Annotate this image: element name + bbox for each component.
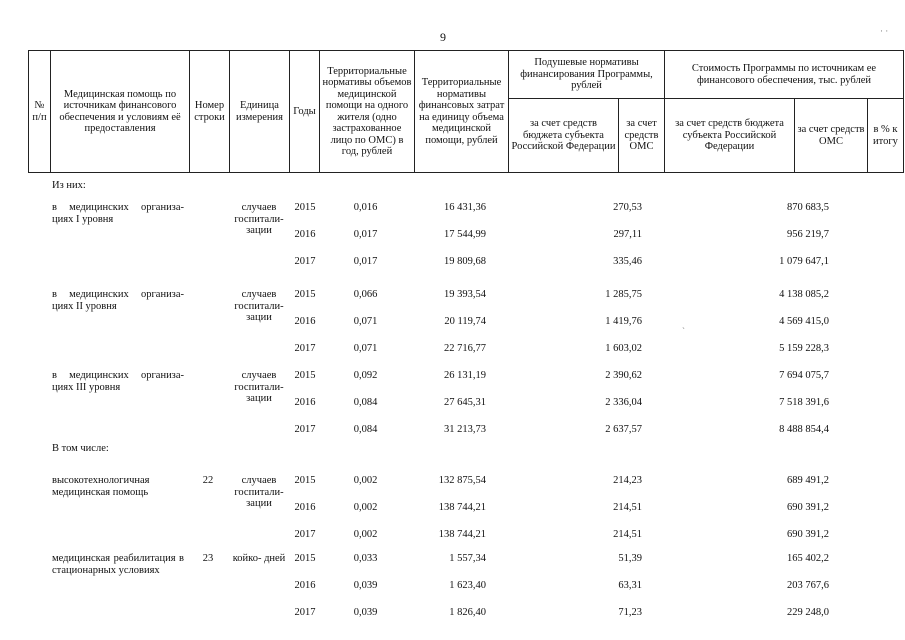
row-cost: 1 623,40 (449, 580, 486, 591)
row-volume: 0,033 (353, 553, 378, 564)
header-care: Медицинская помощь по источникам финансового обеспечения и условиям её предоставления (51, 51, 190, 173)
header-unit: Единица измерения (230, 51, 290, 173)
header-cost-norm: Территориальные нормативы финансовых затрат на единицу объема медицинской помощи, рублей (415, 51, 509, 173)
header-group-percapita: Подушевые нормативы финансирования Программы, рублей (509, 51, 665, 99)
header-years: Годы (290, 51, 320, 173)
row-cost: 138 744,21 (438, 502, 486, 513)
header-pc-budget: за счет средств бюджета субъекта Российской Федерации (509, 99, 619, 173)
row-year: 2016 (294, 229, 316, 240)
header-volume-norm: Территориальные нормативы объемов медицинской помощи на одного жителя (одно застрахованное лицо по ОМС) в год, рублей (320, 51, 415, 173)
row-cost-oms: 203 767,6 (787, 580, 829, 591)
row-cost-oms: 7 694 075,7 (779, 370, 829, 381)
row-volume: 0,084 (353, 397, 378, 408)
header-pc-oms: за счет средств ОМС (619, 99, 665, 173)
row-year: 2015 (294, 202, 316, 213)
row-percapita-oms: 214,23 (613, 475, 642, 486)
row-percapita-oms: 2 336,04 (605, 397, 642, 408)
row-unit: койко- дней (232, 553, 286, 564)
row-year: 2017 (294, 607, 316, 618)
row-percapita-oms: 63,31 (618, 580, 642, 591)
row-unit: случаев госпитали- зации (234, 289, 284, 323)
row-year: 2016 (294, 502, 316, 513)
row-cost: 16 431,36 (444, 202, 486, 213)
row-cost-oms: 165 402,2 (787, 553, 829, 564)
row-year: 2016 (294, 397, 316, 408)
row-label: медицинская реабилитация в стационарных условиях (52, 553, 184, 576)
row-percapita-oms: 1 419,76 (605, 316, 642, 327)
section-including: В том числе: (52, 443, 109, 454)
row-cost: 17 544,99 (444, 229, 486, 240)
row-volume: 0,016 (353, 202, 378, 213)
row-year: 2017 (294, 256, 316, 267)
header-cost-budget: за счет средств бюджета субъекта Российской Федерации (665, 99, 795, 173)
row-volume: 0,039 (353, 580, 378, 591)
table-header (28, 50, 904, 173)
row-cost-oms: 870 683,5 (787, 202, 829, 213)
row-volume: 0,017 (353, 256, 378, 267)
row-year: 2015 (294, 553, 316, 564)
row-volume: 0,071 (353, 343, 378, 354)
row-cost: 19 393,54 (444, 289, 486, 300)
row-cost-oms: 7 518 391,6 (779, 397, 829, 408)
row-volume: 0,084 (353, 424, 378, 435)
row-cost-oms: 689 491,2 (787, 475, 829, 486)
row-volume: 0,002 (353, 475, 378, 486)
row-label: в медицинских организа- циях II уровня (52, 289, 184, 312)
row-cost: 22 716,77 (444, 343, 486, 354)
row-percapita-oms: 214,51 (613, 529, 642, 540)
row-label: в медицинских организа- циях I уровня (52, 202, 184, 225)
row-percapita-oms: 270,53 (613, 202, 642, 213)
row-line-number: 22 (202, 475, 214, 486)
row-cost: 27 645,31 (444, 397, 486, 408)
row-cost-oms: 956 219,7 (787, 229, 829, 240)
row-percapita-oms: 1 603,02 (605, 343, 642, 354)
row-label: высокотехнологичная медицинская помощь (52, 475, 150, 498)
header-no: № п/п (29, 51, 51, 173)
row-year: 2015 (294, 370, 316, 381)
header-cost-oms: за счет средств ОМС (795, 99, 868, 173)
row-line-number: 23 (202, 553, 214, 564)
row-year: 2015 (294, 475, 316, 486)
row-cost-oms: 690 391,2 (787, 529, 829, 540)
header-cost-pct: в % к итогу (868, 99, 904, 173)
row-year: 2016 (294, 316, 316, 327)
row-percapita-oms: 335,46 (613, 256, 642, 267)
row-cost: 31 213,73 (444, 424, 486, 435)
row-year: 2017 (294, 424, 316, 435)
row-volume: 0,039 (353, 607, 378, 618)
row-volume: 0,092 (353, 370, 378, 381)
scan-speck: · · (880, 26, 889, 36)
row-cost: 26 131,19 (444, 370, 486, 381)
row-percapita-oms: 71,23 (618, 607, 642, 618)
table-body (28, 176, 878, 636)
row-unit: случаев госпитали- зации (234, 370, 284, 404)
header-group-cost: Стоимость Программы по источникам ее финансового обеспечения, тыс. рублей (665, 51, 904, 99)
row-percapita-oms: 51,39 (618, 553, 642, 564)
row-volume: 0,002 (353, 529, 378, 540)
row-percapita-oms: 2 637,57 (605, 424, 642, 435)
header-line: Номер строки (190, 51, 230, 173)
row-cost-oms: 4 138 085,2 (779, 289, 829, 300)
row-cost-oms: 690 391,2 (787, 502, 829, 513)
row-year: 2017 (294, 343, 316, 354)
row-year: 2016 (294, 580, 316, 591)
row-cost: 19 809,68 (444, 256, 486, 267)
row-unit: случаев госпитали- зации (234, 475, 284, 509)
row-unit: случаев госпитали- зации (234, 202, 284, 236)
row-cost: 1 557,34 (449, 553, 486, 564)
row-cost: 1 826,40 (449, 607, 486, 618)
row-cost-oms: 229 248,0 (787, 607, 829, 618)
row-percapita-oms: 214,51 (613, 502, 642, 513)
row-cost-oms: 5 159 228,3 (779, 343, 829, 354)
row-year: 2017 (294, 529, 316, 540)
row-cost: 20 119,74 (444, 316, 486, 327)
section-of-them: Из них: (52, 180, 86, 191)
row-cost-oms: 8 488 854,4 (779, 424, 829, 435)
row-volume: 0,017 (353, 229, 378, 240)
page-number: 9 (440, 30, 446, 44)
row-percapita-oms: 297,11 (613, 229, 642, 240)
row-cost-oms: 4 569 415,0 (779, 316, 829, 327)
row-percapita-oms: 1 285,75 (605, 289, 642, 300)
row-label: в медицинских организа- циях III уровня (52, 370, 184, 393)
row-volume: 0,071 (353, 316, 378, 327)
row-year: 2015 (294, 289, 316, 300)
row-cost: 138 744,21 (438, 529, 486, 540)
row-volume: 0,002 (353, 502, 378, 513)
row-cost-oms: 1 079 647,1 (779, 256, 829, 267)
row-cost: 132 875,54 (438, 475, 486, 486)
scan-speck: ` (682, 326, 685, 336)
row-percapita-oms: 2 390,62 (605, 370, 642, 381)
row-volume: 0,066 (353, 289, 378, 300)
